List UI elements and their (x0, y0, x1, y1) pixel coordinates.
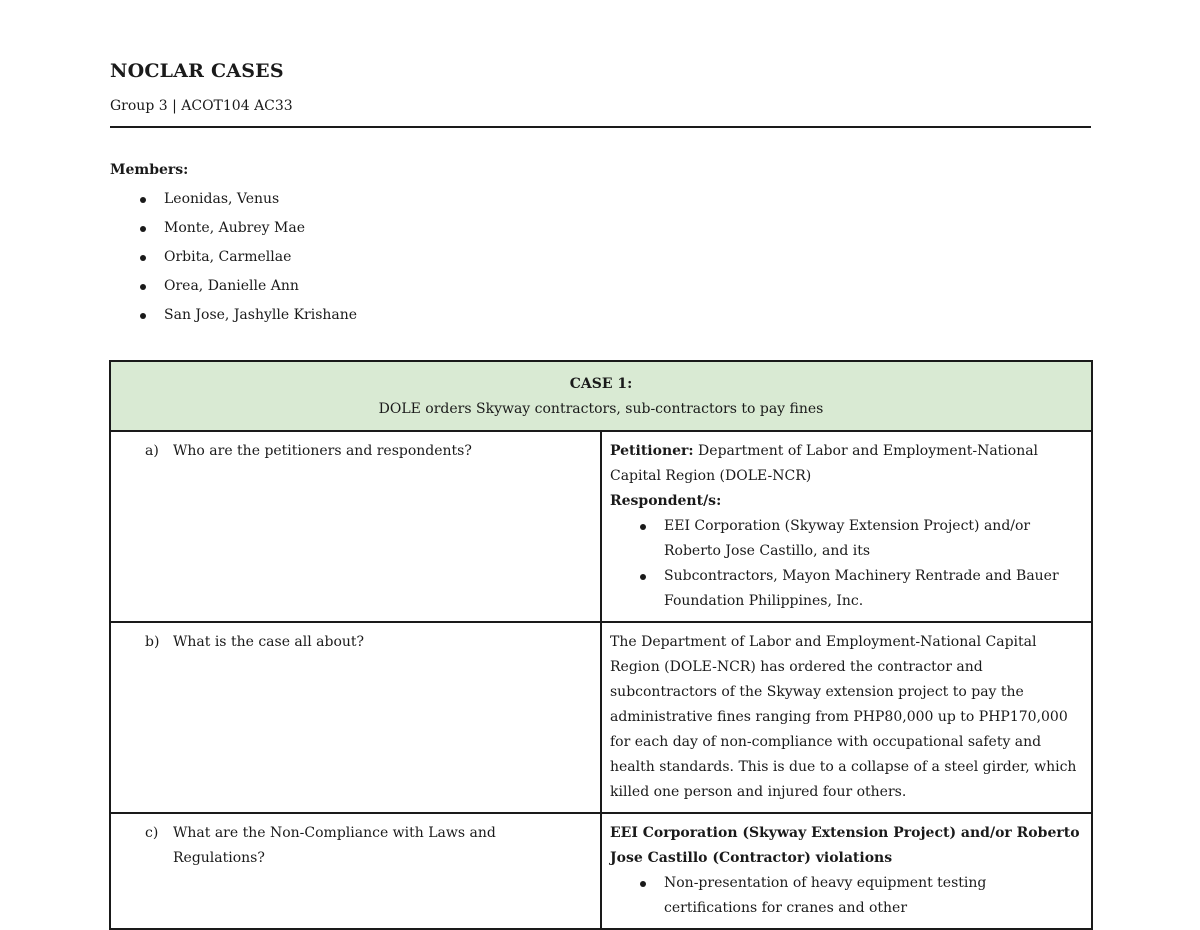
document-title: NOCLAR CASES (110, 60, 284, 82)
respondents-list (610, 514, 1083, 614)
question-letter: b) (145, 634, 160, 650)
members-label: Members: (110, 162, 189, 178)
case-title: DOLE orders Skyway contractors, sub-contractors to pay fines (378, 401, 824, 417)
table-row (110, 431, 1092, 622)
case-number: CASE 1: (569, 376, 633, 392)
case-header-row (110, 361, 1092, 431)
petitioner-line (610, 439, 1083, 489)
question-letter: c) (145, 825, 159, 841)
question-cell (110, 622, 601, 813)
violations-heading: EEI Corporation (Skyway Extension Project) and/or Roberto Jose Castillo (Contractor) violations (610, 825, 1080, 866)
violations-list (610, 871, 1083, 921)
case-header-cell (110, 361, 1092, 431)
question-text: What are the Non-Compliance with Laws and Regulations? (173, 825, 496, 866)
question-cell (110, 431, 601, 622)
member-item: Orbita, Carmellae (110, 243, 1091, 272)
member-item: Leonidas, Venus (110, 185, 1091, 214)
respondent-label: Respondent/s: (610, 493, 722, 509)
table-row (110, 813, 1092, 929)
petitioner-label: Petitioner: (610, 443, 694, 459)
answer-cell (601, 622, 1092, 813)
member-item: Orea, Danielle Ann (110, 272, 1091, 301)
title-divider (110, 126, 1091, 128)
document-page (110, 56, 1091, 330)
petitioner-text: Department of Labor and Employment-National Capital Region (DOLE-NCR) (610, 443, 1039, 484)
question-cell (110, 813, 601, 929)
table-row (110, 622, 1092, 813)
members-list (110, 185, 1091, 330)
question-letter: a) (145, 443, 159, 459)
document-subtitle: Group 3 | ACOT104 AC33 (110, 98, 293, 114)
list-item: Subcontractors, Mayon Machinery Rentrade and Bauer Foundation Philippines, Inc. (610, 564, 1083, 614)
case-table (109, 360, 1093, 930)
answer-cell (601, 431, 1092, 622)
list-item: Non-presentation of heavy equipment testing certifications for cranes and other (610, 871, 1083, 921)
question-text: Who are the petitioners and respondents? (173, 443, 472, 459)
answer-cell (601, 813, 1092, 929)
member-item: San Jose, Jashylle Krishane (110, 301, 1091, 330)
question-text: What is the case all about? (173, 634, 365, 650)
list-item: EEI Corporation (Skyway Extension Project) and/or Roberto Jose Castillo, and its (610, 514, 1083, 564)
case-summary: The Department of Labor and Employment-National Capital Region (DOLE-NCR) has ordered the contractor and subcontractors of the Skyway extension project to pay the administrative fines ranging from PHP80,000 up to PHP170,000 for each day of non-compliance with occupational safety and health standards. This is due to a collapse of a steel girder, which killed one person and injured four others. (610, 634, 1077, 800)
member-item: Monte, Aubrey Mae (110, 214, 1091, 243)
